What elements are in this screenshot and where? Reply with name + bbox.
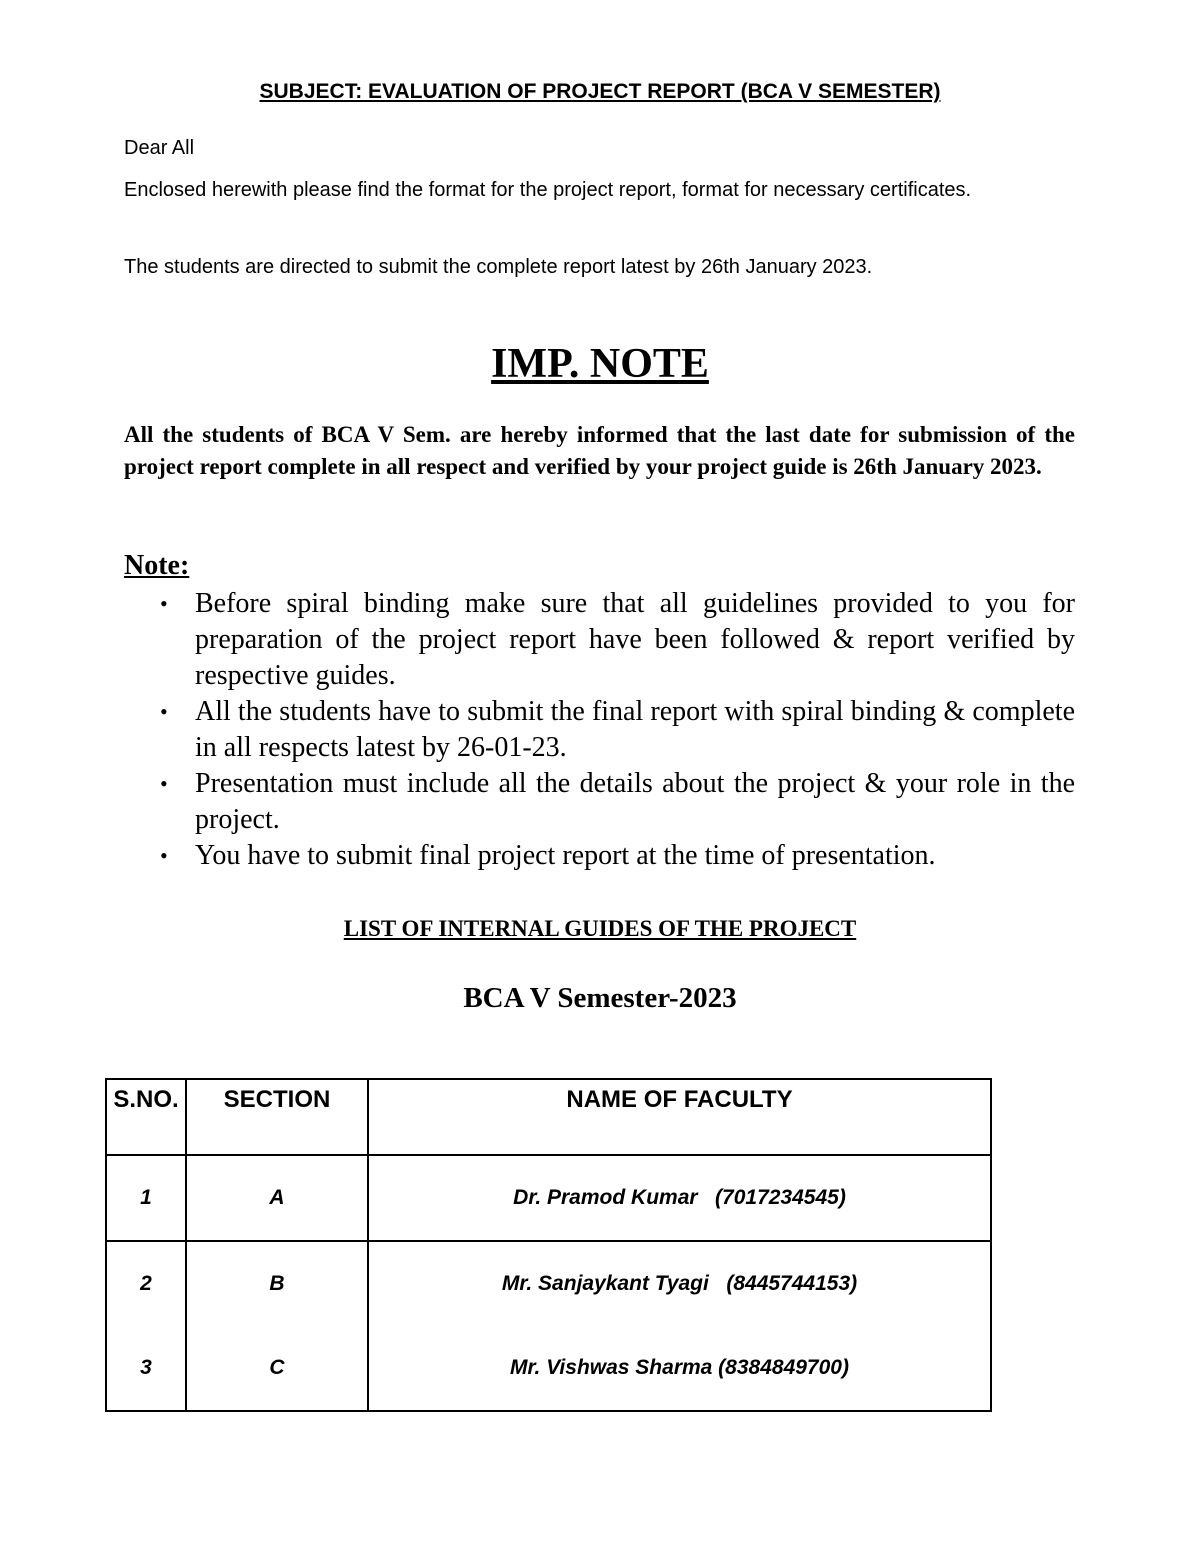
bullet-icon: • — [160, 843, 168, 868]
guides-list-title: LIST OF INTERNAL GUIDES OF THE PROJECT — [343, 916, 857, 941]
header-section: SECTION — [186, 1079, 368, 1155]
cell-faculty-name: Mr. Vishwas Sharma (8384849700) — [368, 1326, 991, 1411]
note-heading: Note: — [124, 550, 190, 581]
table-header-row — [106, 1079, 991, 1155]
table-row — [106, 1155, 991, 1241]
header-faculty-name: NAME OF FACULTY — [368, 1079, 991, 1155]
cell-sno: 1 — [106, 1155, 186, 1241]
note-item-text: Before spiral binding make sure that all guidelines provided to you for preparation of the project report have been followed & report verified by respective guides. — [195, 588, 1075, 691]
semester-title: BCA V Semester-2023 — [463, 982, 737, 1014]
note-item-text: Presentation must include all the details about the project & your role in the project. — [195, 768, 1075, 835]
note-item-text: You have to submit final project report at the time of presentation. — [195, 840, 936, 871]
table-row — [106, 1326, 991, 1411]
bullet-icon: • — [160, 591, 168, 616]
imp-note-heading: IMP. NOTE — [491, 341, 709, 387]
cell-faculty-name: Mr. Sanjaykant Tyagi (8445744153) — [368, 1241, 991, 1326]
faculty-table — [105, 1078, 992, 1412]
header-sno: S.NO. — [106, 1079, 186, 1155]
subject-heading: SUBJECT: EVALUATION OF PROJECT REPORT (BCA V SEMESTER) — [259, 80, 941, 103]
cell-faculty-name: Dr. Pramod Kumar (7017234545) — [368, 1155, 991, 1241]
bullet-icon: • — [160, 771, 168, 796]
deadline-paragraph: The students are directed to submit the complete report latest by 26th January 2023. — [124, 256, 873, 278]
enclosed-paragraph: Enclosed herewith please find the format for the project report, format for necessary certificates. — [124, 179, 972, 201]
cell-section: A — [186, 1155, 368, 1241]
bullet-icon: • — [160, 699, 168, 724]
cell-sno: 3 — [106, 1326, 186, 1411]
imp-note-body: All the students of BCA V Sem. are hereby informed that the last date for submission of the project report complete in all respect and verified by your project guide is 26th January 2023. — [124, 422, 1075, 479]
note-item — [124, 838, 1075, 874]
note-list — [124, 586, 1075, 874]
greeting: Dear All — [124, 137, 195, 159]
note-item — [124, 694, 1075, 766]
cell-section: B — [186, 1241, 368, 1326]
table-row — [106, 1241, 991, 1326]
note-item — [124, 586, 1075, 694]
note-item — [124, 766, 1075, 838]
note-item-text: All the students have to submit the final report with spiral binding & complete in all respects latest by 26-01-23. — [195, 696, 1075, 763]
cell-sno: 2 — [106, 1241, 186, 1326]
cell-section: C — [186, 1326, 368, 1411]
